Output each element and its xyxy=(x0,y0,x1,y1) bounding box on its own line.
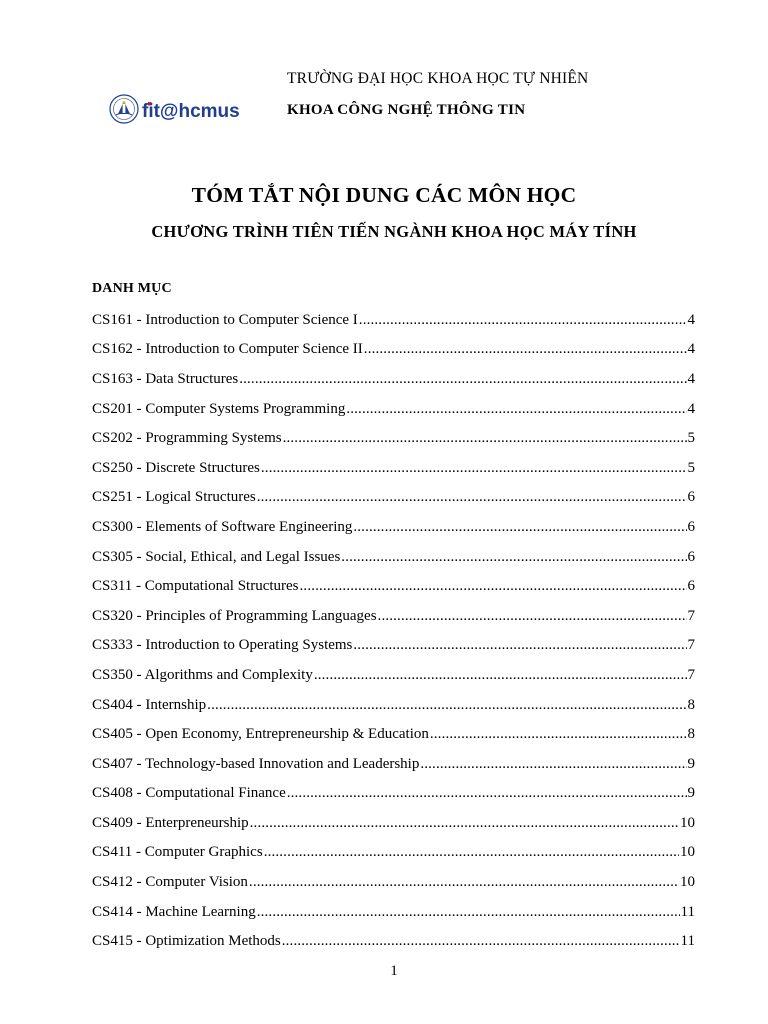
toc-leader xyxy=(353,635,686,655)
toc-entry-title: CS161 - Introduction to Computer Science I xyxy=(92,311,358,328)
toc-entry-title: CS251 - Logical Structures xyxy=(92,489,256,506)
toc-entry-page: 5 xyxy=(687,430,695,447)
toc-entry-title: CS411 - Computer Graphics xyxy=(92,844,263,861)
document-subtitle: CHƯƠNG TRÌNH TIÊN TIẾN NGÀNH KHOA HỌC MÁY TÍNH xyxy=(151,222,637,241)
toc-leader xyxy=(353,517,686,537)
toc-entry[interactable] xyxy=(92,305,695,335)
toc-entry-title: CS333 - Introduction to Operating Systems xyxy=(92,637,353,654)
toc-entry-page: 7 xyxy=(687,607,695,624)
table-of-contents xyxy=(92,305,695,956)
toc-entry-page: 4 xyxy=(687,400,695,417)
toc-entry-title: CS311 - Computational Structures xyxy=(92,578,299,595)
toc-entry[interactable] xyxy=(92,483,695,513)
toc-leader xyxy=(430,724,687,744)
toc-entry-page: 9 xyxy=(687,755,695,772)
toc-entry-title: CS320 - Principles of Programming Languages xyxy=(92,607,377,624)
toc-entry[interactable] xyxy=(92,453,695,483)
toc-entry-title: CS202 - Programming Systems xyxy=(92,430,282,447)
toc-entry-page: 4 xyxy=(687,341,695,358)
toc-entry-page: 10 xyxy=(680,874,695,891)
toc-entry-title: CS409 - Enterpreneurship xyxy=(92,814,249,831)
toc-entry-page: 4 xyxy=(687,370,695,387)
fit-hcmus-logo xyxy=(108,90,268,130)
toc-leader xyxy=(287,783,687,803)
toc-entry-title: CS305 - Social, Ethical, and Legal Issues xyxy=(92,548,341,565)
toc-entry-page: 7 xyxy=(687,637,695,654)
toc-entry-page: 6 xyxy=(687,489,695,506)
toc-entry-page: 10 xyxy=(680,844,695,861)
toc-leader xyxy=(257,902,680,922)
university-seal-icon xyxy=(110,95,138,123)
toc-leader xyxy=(359,310,687,330)
toc-entry-title: CS300 - Elements of Software Engineering xyxy=(92,518,353,535)
toc-entry-title: CS250 - Discrete Structures xyxy=(92,459,260,476)
toc-entry-page: 6 xyxy=(687,548,695,565)
document-title: TÓM TẮT NỘI DUNG CÁC MÔN HỌC xyxy=(191,183,577,207)
toc-leader xyxy=(300,576,687,596)
toc-heading: DANH MỤC xyxy=(92,281,172,296)
toc-entry-page: 5 xyxy=(687,459,695,476)
toc-entry-page: 8 xyxy=(687,696,695,713)
toc-entry[interactable] xyxy=(92,926,695,956)
toc-leader xyxy=(264,842,679,862)
toc-entry-page: 11 xyxy=(680,933,695,950)
toc-entry[interactable] xyxy=(92,719,695,749)
toc-entry-page: 7 xyxy=(687,666,695,683)
toc-leader xyxy=(257,487,687,507)
toc-entry-page: 9 xyxy=(687,785,695,802)
toc-entry-title: CS162 - Introduction to Computer Science II xyxy=(92,341,363,358)
toc-entry-page: 6 xyxy=(687,518,695,535)
toc-leader xyxy=(249,872,679,892)
toc-entry-title: CS412 - Computer Vision xyxy=(92,874,248,891)
toc-entry-page: 8 xyxy=(687,726,695,743)
university-name: TRƯỜNG ĐẠI HỌC KHOA HỌC TỰ NHIÊN xyxy=(287,70,589,87)
toc-leader xyxy=(420,754,686,774)
toc-entry[interactable] xyxy=(92,571,695,601)
toc-leader xyxy=(283,428,687,448)
page-number: 1 xyxy=(390,963,398,979)
toc-entry[interactable] xyxy=(92,660,695,690)
toc-entry[interactable] xyxy=(92,512,695,542)
toc-leader xyxy=(346,399,686,419)
toc-leader xyxy=(282,931,680,951)
toc-entry-title: CS414 - Machine Learning xyxy=(92,903,256,920)
toc-leader xyxy=(239,369,686,389)
toc-entry[interactable] xyxy=(92,335,695,365)
toc-entry[interactable] xyxy=(92,542,695,572)
toc-leader xyxy=(314,665,687,685)
toc-entry-title: CS163 - Data Structures xyxy=(92,370,239,387)
toc-entry[interactable] xyxy=(92,394,695,424)
toc-entry[interactable] xyxy=(92,808,695,838)
toc-entry-title: CS201 - Computer Systems Programming xyxy=(92,400,346,417)
toc-entry-title: CS405 - Open Economy, Entrepreneurship & Education xyxy=(92,726,429,743)
toc-entry-title: CS408 - Computational Finance xyxy=(92,785,286,802)
toc-entry-page: 11 xyxy=(680,903,695,920)
toc-entry[interactable] xyxy=(92,690,695,720)
toc-leader xyxy=(341,547,686,567)
faculty-name: KHOA CÔNG NGHỆ THÔNG TIN xyxy=(287,102,526,118)
toc-entry[interactable] xyxy=(92,838,695,868)
toc-leader xyxy=(261,458,687,478)
toc-entry-title: CS407 - Technology-based Innovation and Leadership xyxy=(92,755,420,772)
toc-entry-page: 6 xyxy=(687,578,695,595)
toc-leader xyxy=(207,695,686,715)
toc-entry[interactable] xyxy=(92,779,695,809)
toc-entry[interactable] xyxy=(92,364,695,394)
toc-entry[interactable] xyxy=(92,749,695,779)
toc-entry[interactable] xyxy=(92,867,695,897)
toc-entry[interactable] xyxy=(92,631,695,661)
logo-text: fit@hcmus xyxy=(142,101,240,122)
toc-leader xyxy=(364,339,687,359)
toc-entry-page: 4 xyxy=(687,311,695,328)
toc-entry[interactable] xyxy=(92,601,695,631)
page-header xyxy=(0,0,768,140)
toc-entry-title: CS404 - Internship xyxy=(92,696,207,713)
toc-entry[interactable] xyxy=(92,423,695,453)
toc-entry-title: CS415 - Optimization Methods xyxy=(92,933,281,950)
toc-entry-title: CS350 - Algorithms and Complexity xyxy=(92,666,313,683)
toc-leader xyxy=(250,813,679,833)
toc-leader xyxy=(378,606,687,626)
toc-entry[interactable] xyxy=(92,897,695,927)
toc-entry-page: 10 xyxy=(680,814,695,831)
